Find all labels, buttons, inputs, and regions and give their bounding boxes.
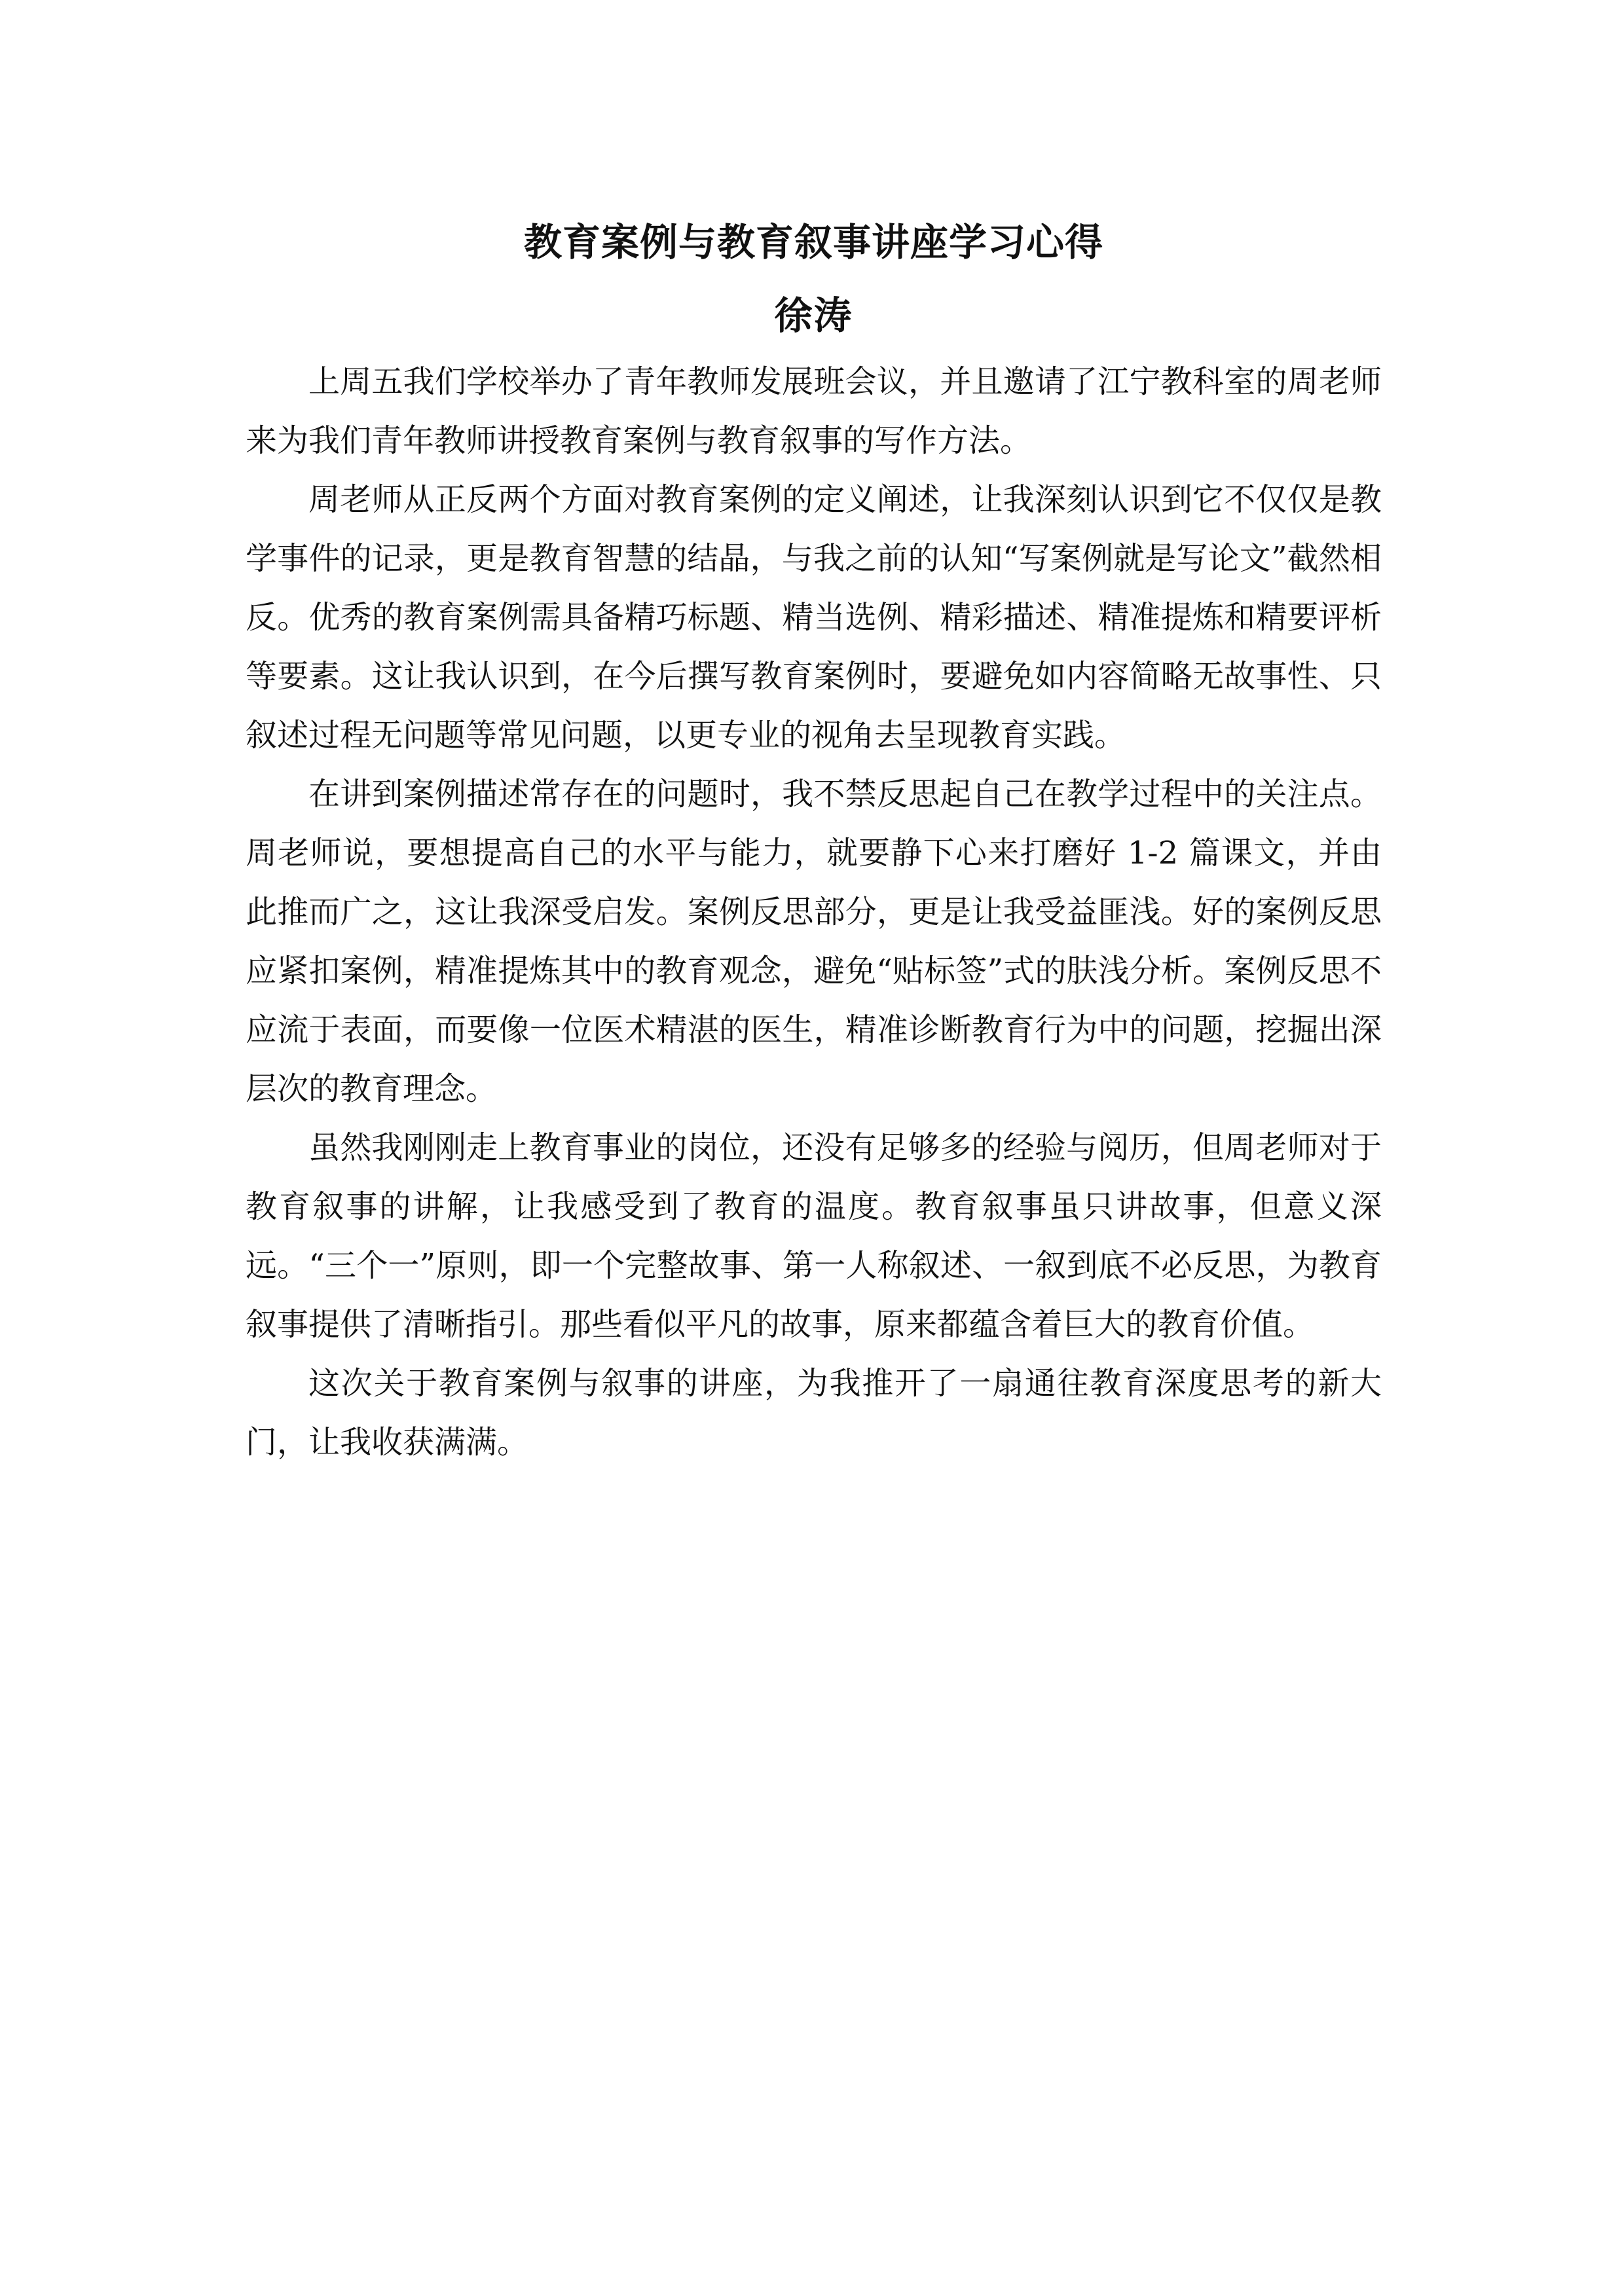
paragraph: 上周五我们学校举办了青年教师发展班会议，并且邀请了江宁教科室的周老师来为我们青年教师讲授教育案例与教育叙事的写作方法。 bbox=[246, 363, 1382, 459]
document-author: 徐涛 bbox=[774, 293, 853, 338]
document-body bbox=[246, 210, 1382, 1472]
paragraph: 虽然我刚刚走上教育事业的岗位，还没有足够多的经验与阅历，但周老师对于教育叙事的讲解，让我感受到了教育的温度。教育叙事虽只讲故事，但意义深远。“三个一”原则，即一个完整故事、第一人称叙述、一叙到底不必反思，为教育叙事提供了清晰指引。那些看似平凡的故事，原来都蕴含着巨大的教育价值。 bbox=[246, 1129, 1382, 1343]
document-title: 教育案例与教育叙事讲座学习心得 bbox=[523, 220, 1103, 264]
paragraph-list bbox=[246, 352, 1382, 1472]
paragraph: 在讲到案例描述常存在的问题时，我不禁反思起自己在教学过程中的关注点。周老师说，要想提高自己的水平与能力，就要静下心来打磨好 1-2 篇课文，并由此推而广之，这让我深受启发。案例反思部分，更是让我受益匪浅。好的案例反思应紧扣案例，精准提炼其中的教育观念，避免“贴标签”式的肤浅分析。案例反思不应流于表面，而要像一位医术精湛的医生，精准诊断教育行为中的问题，挖掘出深层次的教育理念。 bbox=[246, 776, 1382, 1107]
paragraph: 这次关于教育案例与叙事的讲座，为我推开了一扇通往教育深度思考的新大门，让我收获满满。 bbox=[246, 1365, 1382, 1461]
paragraph: 周老师从正反两个方面对教育案例的定义阐述，让我深刻认识到它不仅仅是教学事件的记录，更是教育智慧的结晶，与我之前的认知“写案例就是写论文”截然相反。优秀的教育案例需具备精巧标题、精当选例、精彩描述、精准提炼和精要评析等要素。这让我认识到，在今后撰写教育案例时，要避免如内容简略无故事性、只叙述过程无问题等常见问题，以更专业的视角去呈现教育实践。 bbox=[246, 481, 1382, 754]
